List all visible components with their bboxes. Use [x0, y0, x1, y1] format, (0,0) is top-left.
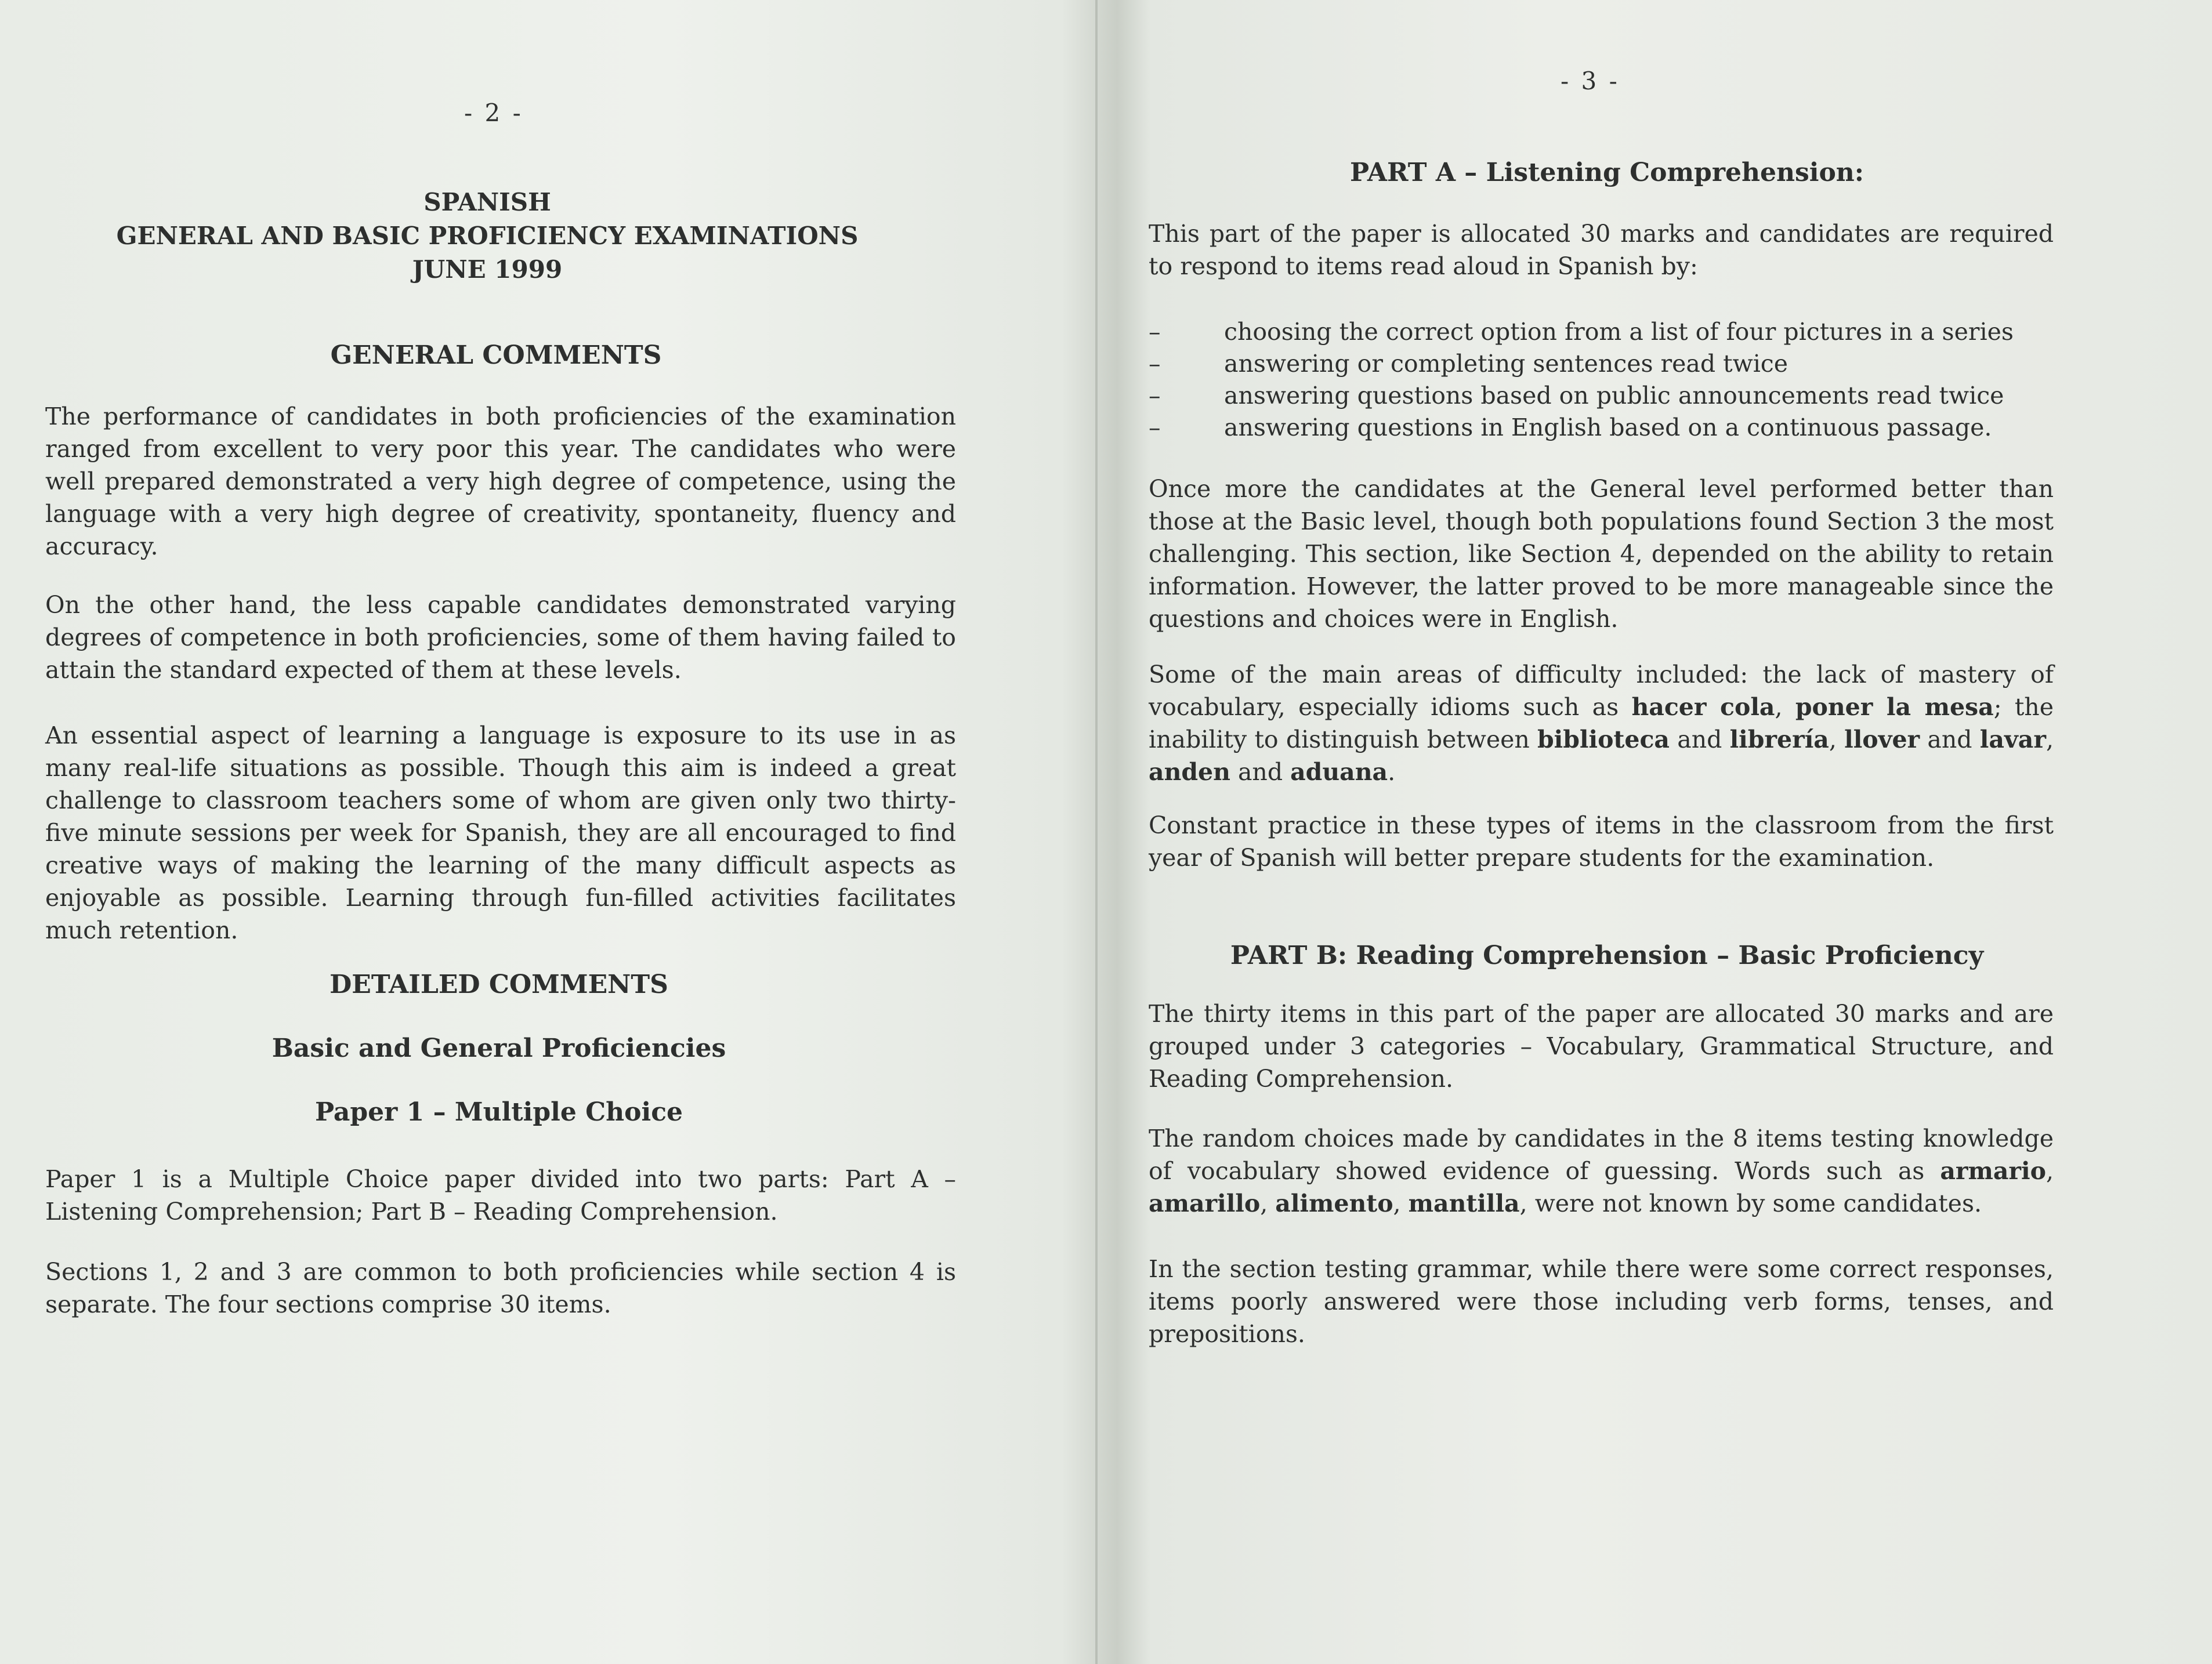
list-item: – answering or completing sentences read twice — [1149, 350, 1789, 378]
paper1-heading: Paper 1 – Multiple Choice — [314, 1097, 683, 1127]
title-line-subject: SPANISH — [423, 188, 551, 216]
keyword: librería — [1729, 726, 1829, 753]
part-b-intro: The thirty items in this part of the paper are allocated 30 marks and are grouped under 3 categories – Vocabulary, Grammatical Structure, and Reading Comprehension. — [1149, 1000, 2054, 1093]
title-line-exam: GENERAL AND BASIC PROFICIENCY EXAMINATIONS — [116, 222, 859, 250]
practice-paragraph: Constant practice in these types of items in the classroom from the first year of Spanish will better prepare students for the examination. — [1149, 811, 2054, 872]
paper1-paragraph-2: Sections 1, 2 and 3 are common to both proficiencies while section 4 is separate. The four sections comprise 30 items. — [45, 1258, 956, 1318]
document-title — [70, 186, 905, 287]
keyword: mantilla — [1408, 1190, 1520, 1217]
book-gutter — [1095, 0, 1098, 1664]
keyword: aduana — [1290, 758, 1388, 786]
keyword: anden — [1149, 758, 1230, 786]
proficiencies-heading: Basic and General Proficiencies — [271, 1034, 726, 1063]
keyword: hacer cola — [1631, 693, 1775, 721]
keyword: poner la mesa — [1795, 693, 1994, 721]
vocabulary-paragraph: The random choices made by candidates in the 8 items testing knowledge of vocabulary showed evidence of guessing. Words such as armario, amarillo, alimento, mantilla, were not known by some candidates. — [1149, 1125, 2054, 1217]
paper1-paragraph-1: Paper 1 is a Multiple Choice paper divided into two parts: Part A – Listening Comprehension; Part B – Reading Comprehension. — [45, 1165, 956, 1226]
keyword: lavar — [1979, 726, 2046, 753]
detailed-comments-heading: DETAILED COMMENTS — [330, 970, 668, 999]
list-item: – choosing the correct option from a list of four pictures in a series — [1149, 318, 2014, 346]
page-number: - 3 - — [1561, 67, 1620, 95]
left-page — [0, 0, 1091, 1664]
keyword: alimento — [1275, 1190, 1393, 1217]
keyword: armario — [1940, 1157, 2046, 1185]
response-types-list — [1149, 316, 2054, 444]
page-number: - 2 - — [464, 99, 523, 127]
keyword: biblioteca — [1537, 726, 1670, 753]
part-a-paragraph-2: Once more the candidates at the General level performed better than those at the Basic level, though both populations found Section 3 the most challenging. This section, like Section 4, depended on the ability to retain information. However, the latter proved to be more manageable since the questions and choices were in English. — [1149, 475, 2054, 633]
part-b-heading: PART B: Reading Comprehension – Basic Proficiency — [1230, 941, 1984, 970]
general-paragraph-2: On the other hand, the less capable candidates demonstrated varying degrees of competence in both proficiencies, some of them having failed to attain the standard expected of them at these levels. — [45, 591, 956, 684]
general-paragraph-1: The performance of candidates in both proficiencies of the examination ranged from excellent to very poor this year. The candidates who were well prepared demonstrated a very high degree of competence, using the language with a very high degree of creativity, spontaneity, fluency and accuracy. — [45, 403, 956, 560]
list-item: – answering questions in English based on a continuous passage. — [1149, 414, 1992, 441]
list-item: – answering questions based on public announcements read twice — [1149, 382, 2004, 409]
grammar-paragraph: In the section testing grammar, while there were some correct responses, items poorly answered were those including verb forms, tenses, and prepositions. — [1149, 1255, 2054, 1348]
keyword: amarillo — [1149, 1190, 1261, 1217]
general-comments-heading: GENERAL COMMENTS — [330, 340, 662, 370]
part-a-intro: This part of the paper is allocated 30 marks and candidates are required to respond to items read aloud in Spanish by: — [1149, 220, 2054, 280]
right-page — [1102, 0, 2212, 1664]
title-line-date: JUNE 1999 — [412, 255, 563, 284]
general-paragraph-3: An essential aspect of learning a language is exposure to its use in as many real-life situations as possible. Though this aim is indeed a great challenge to classroom teachers some of whom are given only two thirty-five minute sessions per week for Spanish, they are all encouraged to find creative ways of making the learning of the many difficult aspects as enjoyable as possible. Learning through fun-filled activities facilitates much retention. — [45, 722, 956, 944]
keyword: llover — [1844, 726, 1920, 753]
difficulty-paragraph: Some of the main areas of difficulty included: the lack of mastery of vocabulary, especially idioms such as hacer cola, poner la mesa; the inability to distinguish between biblioteca and librería, llover and lavar, anden and aduana. — [1149, 661, 2054, 786]
part-a-heading: PART A – Listening Comprehension: — [1349, 158, 1865, 187]
